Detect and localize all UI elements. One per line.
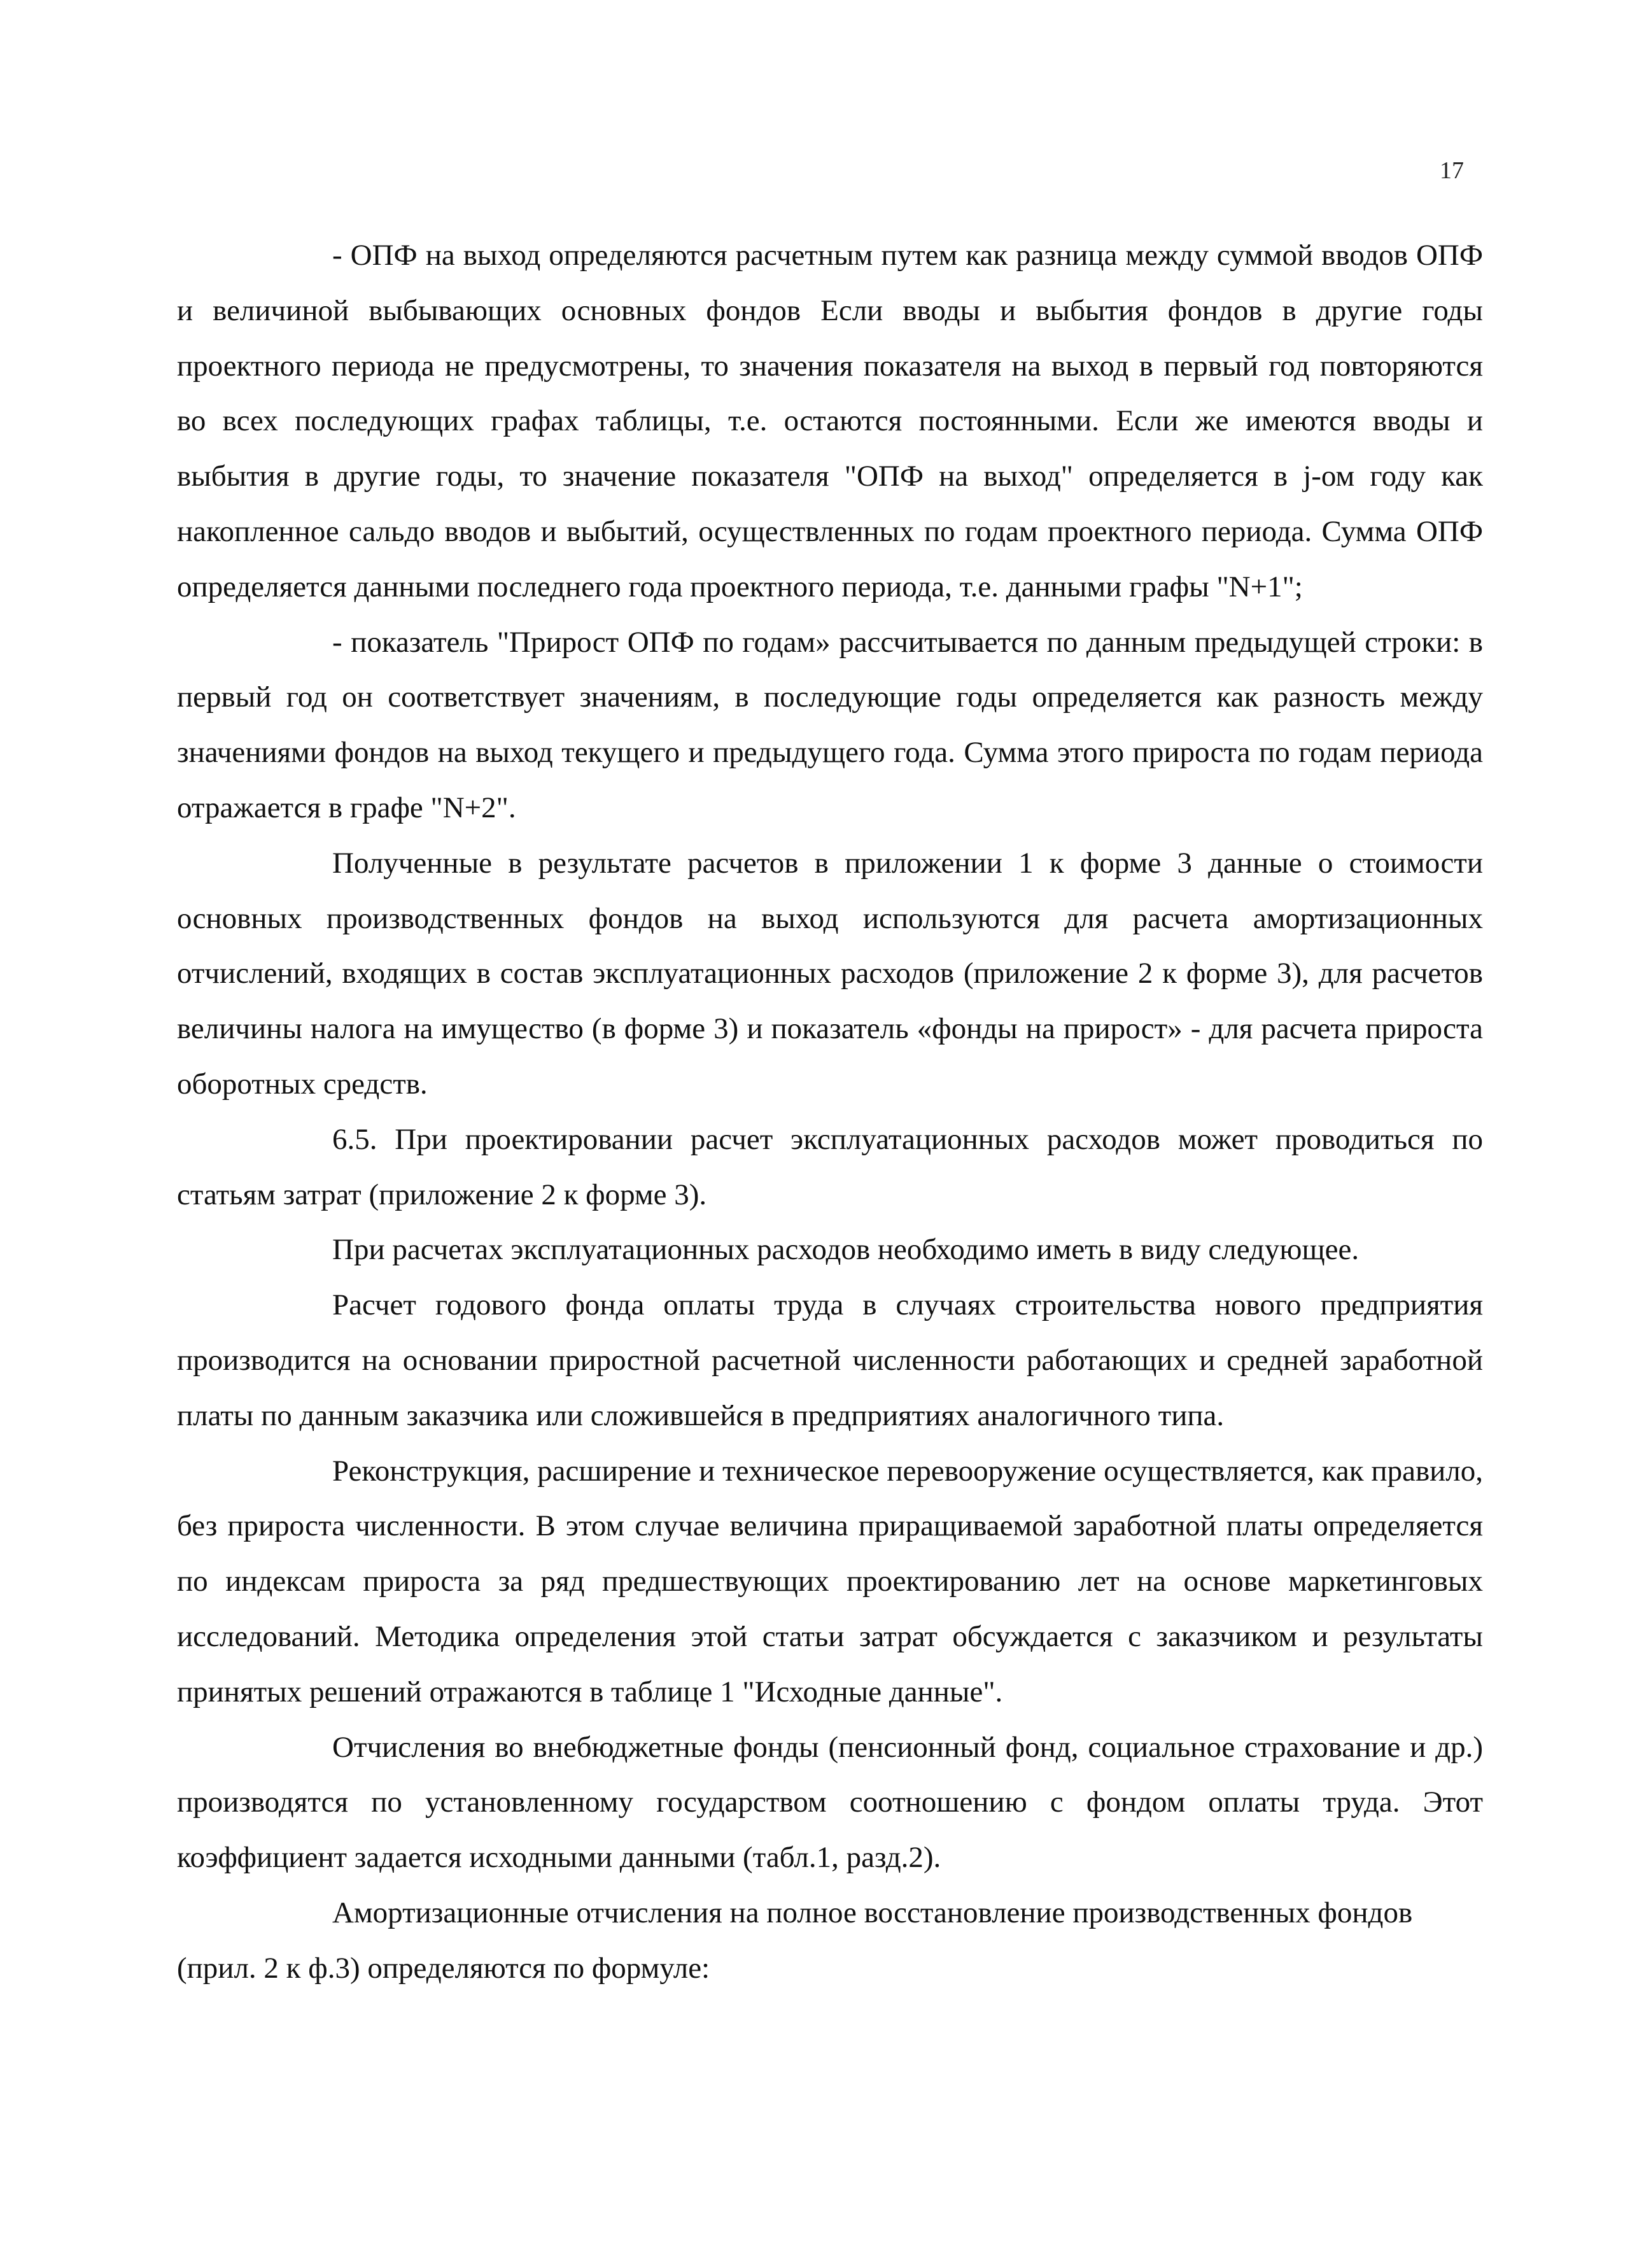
body-text: [177, 228, 1483, 1996]
paragraph-reconstruction: Реконструкция, расширение и техническое перевооружение осуществляется, как правило, без прироста численности. В этом случае величина приращиваемой заработной платы определяется по индексам прироста за ряд предшествующих проектированию лет на основе маркетинговых исследований. Методика определения этой статьи затрат обсуждается с заказчиком и результаты принятых решений отражаются в таблице 1 "Исходные данные".: [177, 1454, 1483, 1708]
paragraph-payroll-fund: Расчет годового фонда оплаты труда в случаях строительства нового предприятия производится на основании приростной расчетной численности работающих и средней заработной платы по данным заказчика или сложившейся в предприятиях аналогичного типа.: [177, 1288, 1483, 1432]
paragraph-extrabudgetary-funds: Отчисления во внебюджетные фонды (пенсионный фонд, социальное страхование и др.) производятся по установленному государством соотношению с фондом оплаты труда. Этот коэффициент задается исходными данными (табл.1, разд.2).: [177, 1730, 1483, 1875]
paragraph-opf-growth: - показатель "Прирост ОПФ по годам» рассчитывается по данным предыдущей строки: в первый год он соответствует значениям, в последующие годы определяется как разность между значениями фондов на выход текущего и предыдущего года. Сумма этого прироста по годам периода отражается в графе "N+2".: [177, 625, 1483, 824]
paragraph-operating-costs: При расчетах эксплуатационных расходов необходимо иметь в виду следующее.: [332, 1233, 1360, 1267]
paragraph-depreciation: Амортизационные отчисления на полное восстановление производственных фондов (прил. 2 к ф.3) определяются по формуле:: [177, 1896, 1413, 1985]
paragraph-opf-output: - ОПФ на выход определяются расчетным путем как разница между суммой вводов ОПФ и величиной выбывающих основных фондов Если вводы и выбытия фондов в другие годы проектного периода не предусмотрены, то значения показателя на выход в первый год повторяются во всех последующих графах таблицы, т.е. остаются постоянными. Если же имеются вводы и выбытия в другие годы, то значение показателя "ОПФ на выход" определяется в j-ом году как накопленное сальдо вводов и выбытий, осуществленных по годам проектного периода. Сумма ОПФ определяется данными последнего года проектного периода, т.е. данными графы "N+1";: [177, 239, 1483, 603]
page-number: 17: [1440, 157, 1464, 184]
paragraph-section-6-5: 6.5. При проектировании расчет эксплуатационных расходов может проводиться по статьям затрат (приложение 2 к форме 3).: [177, 1122, 1483, 1211]
paragraph-calculation-results: Полученные в результате расчетов в приложении 1 к форме 3 данные о стоимости основных производственных фондов на выход используются для расчета амортизационных отчислений, входящих в состав эксплуатационных расходов (приложение 2 к форме 3), для расчетов величины налога на имущество (в форме 3) и показатель «фонды на прирост» - для расчета прироста оборотных средств.: [177, 846, 1483, 1101]
